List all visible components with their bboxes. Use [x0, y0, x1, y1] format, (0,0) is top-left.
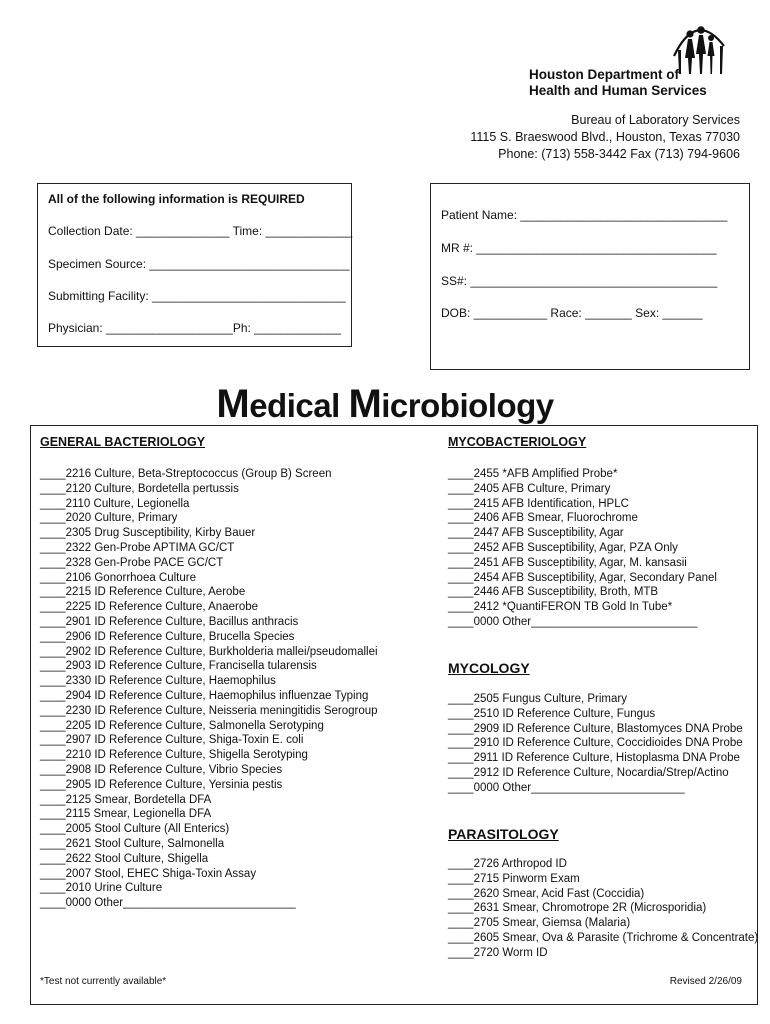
test-order-item[interactable]: ____0000 Other________________________ — [448, 781, 685, 794]
test-order-item[interactable]: ____2452 AFB Susceptibility, Agar, PZA Only — [448, 541, 678, 554]
test-order-item[interactable]: ____2230 ID Reference Culture, Neisseria meningitidis Serogroup — [40, 704, 378, 717]
test-order-item[interactable]: ____2405 AFB Culture, Primary — [448, 482, 611, 495]
test-order-item[interactable]: ____2451 AFB Susceptibility, Agar, M. kansasii — [448, 556, 687, 569]
test-order-item[interactable]: ____2454 AFB Susceptibility, Agar, Secondary Panel — [448, 571, 717, 584]
title-rest-1: edical — [249, 387, 349, 424]
test-order-item[interactable]: ____2906 ID Reference Culture, Brucella Species — [40, 630, 295, 643]
collection-date-field[interactable]: Collection Date: ______________ Time: _____________ — [48, 224, 353, 238]
test-order-item[interactable]: ____2322 Gen-Probe APTIMA GC/CT — [40, 541, 235, 554]
test-order-item[interactable]: ____2907 ID Reference Culture, Shiga-Toxin E. coli — [40, 734, 304, 747]
title-rest-2: icrobiology — [381, 387, 554, 424]
test-order-item[interactable]: ____2911 ID Reference Culture, Histoplasma DNA Probe — [448, 752, 740, 765]
test-order-item[interactable]: ____2330 ID Reference Culture, Haemophilus — [40, 675, 276, 688]
test-order-item[interactable]: ____2605 Smear, Ova & Parasite (Trichrome & Concentrate) — [448, 931, 759, 944]
street-address: 1115 S. Braeswood Blvd., Houston, Texas 77030 — [470, 130, 740, 144]
patient-name-field[interactable]: Patient Name: _______________________________ — [441, 208, 728, 222]
test-order-item[interactable]: ____2910 ID Reference Culture, Coccidioides DNA Probe — [448, 737, 743, 750]
test-order-item[interactable]: ____2455 *AFB Amplified Probe* — [448, 468, 618, 480]
test-order-item[interactable]: ____2225 ID Reference Culture, Anaerobe — [40, 601, 259, 614]
test-order-item[interactable]: ____2447 AFB Susceptibility, Agar — [448, 527, 624, 540]
test-order-item[interactable]: ____0000 Other___________________________ — [40, 897, 296, 910]
test-order-item[interactable]: ____2909 ID Reference Culture, Blastomyces DNA Probe — [448, 722, 743, 735]
org-name — [529, 67, 707, 99]
phone-fax: Phone: (713) 558-3442 Fax (713) 794-9606 — [498, 147, 740, 161]
test-order-item[interactable]: ____2412 *QuantiFERON TB Gold In Tube* — [448, 601, 673, 614]
footnote: *Test not currently available* — [40, 976, 167, 987]
dob-race-sex-field[interactable]: DOB: ___________ Race: _______ Sex: ______ — [441, 306, 703, 320]
test-order-item[interactable]: ____2510 ID Reference Culture, Fungus — [448, 707, 656, 720]
test-order-item[interactable]: ____2020 Culture, Primary — [40, 512, 178, 525]
test-order-item[interactable]: ____0000 Other__________________________ — [448, 615, 698, 628]
test-order-item[interactable]: ____2631 Smear, Chromotrope 2R (Microsporidia) — [448, 902, 707, 915]
test-order-item[interactable]: ____2620 Smear, Acid Fast (Coccidia) — [448, 887, 645, 900]
specimen-source-field[interactable]: Specimen Source: ______________________________ — [48, 257, 350, 271]
general-bacteriology-list — [40, 467, 378, 911]
test-order-item[interactable]: ____2901 ID Reference Culture, Bacillus anthracis — [40, 615, 299, 628]
mycobacteriology-list — [448, 467, 717, 630]
test-order-item[interactable]: ____2005 Stool Culture (All Enterics) — [40, 823, 230, 836]
test-order-item[interactable]: ____2010 Urine Culture — [40, 882, 163, 895]
test-order-item[interactable]: ____2720 Worm ID — [448, 946, 548, 959]
test-order-item[interactable]: ____2215 ID Reference Culture, Aerobe — [40, 586, 246, 599]
test-order-item[interactable]: ____2120 Culture, Bordetella pertussis — [40, 482, 239, 495]
mycology-list — [448, 692, 743, 796]
test-order-item[interactable]: ____2210 ID Reference Culture, Shigella Serotyping — [40, 749, 308, 762]
test-order-item[interactable]: ____2125 Smear, Bordetella DFA — [40, 793, 212, 806]
test-order-item[interactable]: ____2902 ID Reference Culture, Burkholderia mallei/pseudomallei — [40, 645, 378, 658]
test-order-item[interactable]: ____2110 Culture, Legionella — [40, 497, 190, 510]
parasitology-heading: PARASITOLOGY — [448, 826, 559, 842]
mycobacteriology-heading: MYCOBACTERIOLOGY — [448, 435, 587, 449]
test-order-item[interactable]: ____2446 AFB Susceptibility, Broth, MTB — [448, 586, 659, 599]
revised-date: Revised 2/26/09 — [669, 976, 742, 987]
test-order-item[interactable]: ____2115 Smear, Legionella DFA — [40, 808, 212, 821]
org-name-line2: Health and Human Services — [529, 83, 707, 98]
general-bacteriology-heading: GENERAL BACTERIOLOGY — [40, 435, 206, 449]
test-order-item[interactable]: ____2205 ID Reference Culture, Salmonella Serotyping — [40, 719, 324, 732]
test-order-item[interactable]: ____2406 AFB Smear, Fluorochrome — [448, 512, 638, 525]
test-order-item[interactable]: ____2622 Stool Culture, Shigella — [40, 852, 209, 865]
required-info-box — [37, 183, 352, 347]
test-order-item[interactable]: ____2715 Pinworm Exam — [448, 872, 580, 885]
test-order-item[interactable]: ____2621 Stool Culture, Salmonella — [40, 837, 225, 850]
ss-number-field[interactable]: SS#: _____________________________________ — [441, 274, 718, 288]
parasitology-list — [448, 857, 758, 961]
page-title — [0, 382, 770, 427]
test-order-item[interactable]: ____2106 Gonorrhoea Culture — [40, 571, 197, 584]
bureau-name: Bureau of Laboratory Services — [571, 113, 740, 127]
test-order-item[interactable]: ____2903 ID Reference Culture, Francisella tularensis — [40, 660, 317, 673]
title-cap-2: M — [348, 382, 382, 426]
address-block — [470, 112, 740, 163]
submitting-facility-field[interactable]: Submitting Facility: _____________________________ — [48, 289, 346, 303]
test-order-item[interactable]: ____2216 Culture, Beta-Streptococcus (Group B) Screen — [40, 468, 332, 480]
physician-field[interactable]: Physician: ___________________Ph: _____________ — [48, 321, 341, 335]
required-info-title: All of the following information is REQUIRED — [48, 192, 305, 206]
test-order-item[interactable]: ____2904 ID Reference Culture, Haemophilus influenzae Typing — [40, 689, 369, 702]
title-cap-1: M — [216, 382, 250, 426]
test-order-item[interactable]: ____2726 Arthropod ID — [448, 858, 567, 870]
test-order-item[interactable]: ____2305 Drug Susceptibility, Kirby Bauer — [40, 527, 256, 540]
test-order-item[interactable]: ____2328 Gen-Probe PACE GC/CT — [40, 556, 224, 569]
test-order-item[interactable]: ____2415 AFB Identification, HPLC — [448, 497, 629, 510]
test-order-item[interactable]: ____2705 Smear, Giemsa (Malaria) — [448, 917, 631, 930]
mycology-heading: MYCOLOGY — [448, 660, 530, 676]
test-order-item[interactable]: ____2908 ID Reference Culture, Vibrio Species — [40, 763, 283, 776]
org-name-line1: Houston Department of — [529, 67, 679, 82]
test-order-item[interactable]: ____2905 ID Reference Culture, Yersinia pestis — [40, 778, 283, 791]
test-order-item[interactable]: ____2505 Fungus Culture, Primary — [448, 693, 627, 705]
mr-number-field[interactable]: MR #: ____________________________________ — [441, 241, 717, 255]
patient-info-box — [430, 183, 750, 370]
test-order-item[interactable]: ____2007 Stool, EHEC Shiga-Toxin Assay — [40, 867, 257, 880]
test-order-item[interactable]: ____2912 ID Reference Culture, Nocardia/Strep/Actino — [448, 766, 729, 779]
